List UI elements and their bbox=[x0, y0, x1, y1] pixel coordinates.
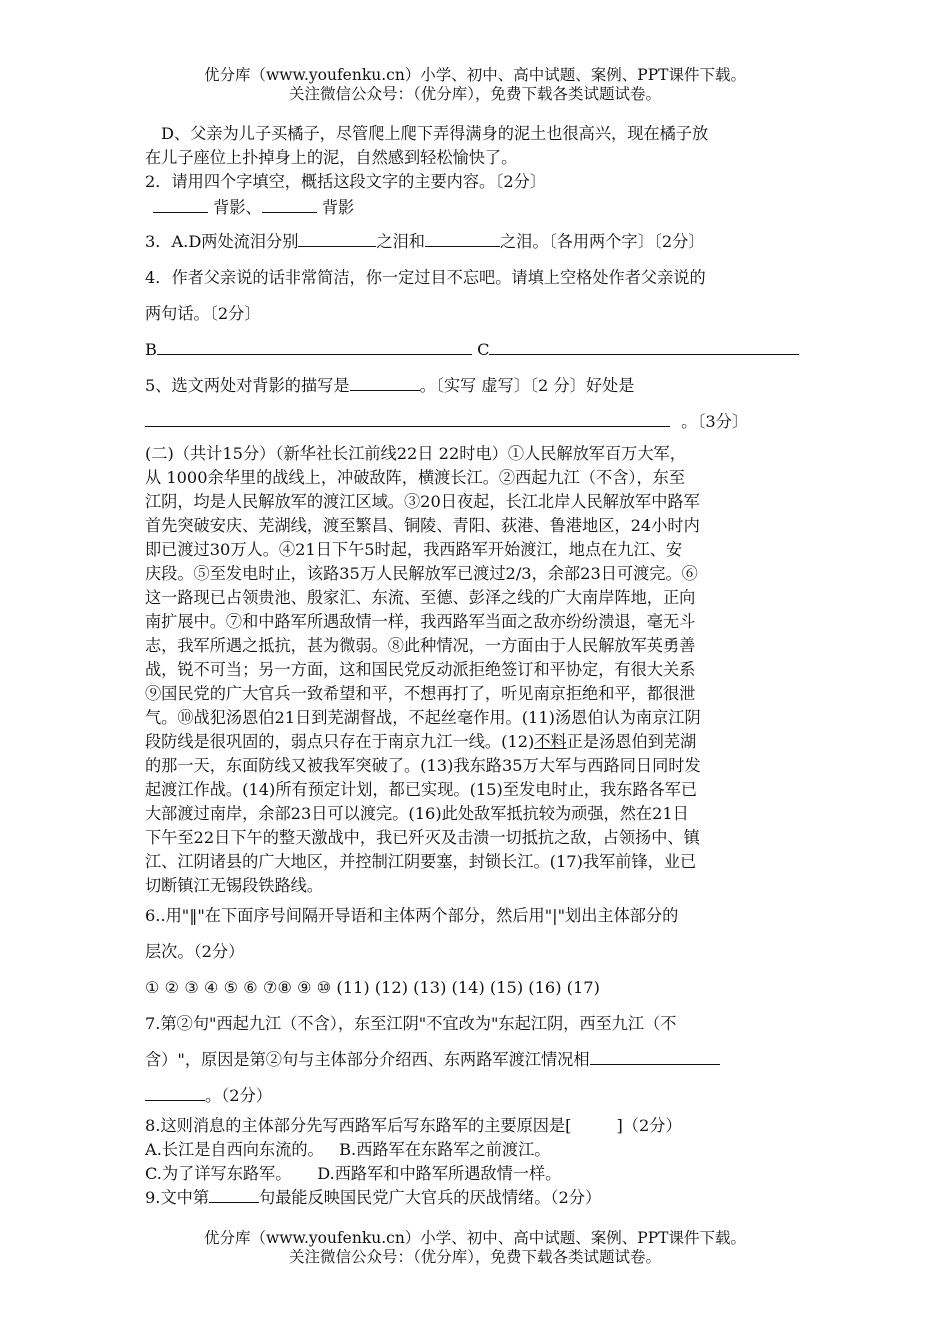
passage-line: 切断镇江无锡段铁路线。 bbox=[145, 876, 324, 895]
q7-line3 bbox=[145, 1078, 813, 1114]
passage-text: 段防线是很巩固的，弱点只存在于南京九江一线。(12) bbox=[145, 732, 535, 751]
q4-blank-b[interactable] bbox=[157, 339, 472, 355]
q7-text: 含）"，原因是第②句与主体部分介绍西、东两路军渡江情况相 bbox=[145, 1050, 590, 1069]
passage-line: 南扩展中。⑦和中路军所遇敌情一样，我西路军当面之敌亦纷纷溃退，毫无斗 bbox=[145, 612, 696, 631]
passage-line: 志，我军所遇之抵抗，甚为微弱。⑧此种情况，一方面由于人民解放军英勇善 bbox=[145, 636, 696, 655]
q4-line1: 4．作者父亲说的话非常简洁，你一定过目不忘吧。请填上空格处作者父亲说的 bbox=[145, 268, 706, 287]
q8-option-b: B.西路军在东路军之前渡江。 bbox=[339, 1140, 551, 1159]
q2-stem: 2．请用四个字填空，概括这段文字的主要内容。〔2分〕 bbox=[145, 172, 546, 191]
q3-line bbox=[145, 224, 813, 260]
header-line-2: 关注微信公众号：（优分库），免费下载各类试题试卷。 bbox=[288, 85, 661, 103]
q8-stem-b: ]（2分） bbox=[616, 1116, 682, 1135]
q5-line2 bbox=[145, 404, 813, 440]
q3-text-c: 之泪。〔各用两个字〕〔2分〕 bbox=[500, 232, 705, 251]
document-body bbox=[145, 122, 813, 1210]
passage-line: 起渡江作战。(14)所有预定计划，都已实现。(15)至发电时止，我东路各军已 bbox=[145, 780, 698, 799]
q7-line2 bbox=[145, 1042, 813, 1078]
footer-line-1: 优分库（www.youfenku.cn）小学、初中、高中试题、案例、PPT课件下载。 bbox=[203, 1229, 747, 1247]
q8-stem bbox=[145, 1114, 813, 1138]
q3-blank-1[interactable] bbox=[298, 231, 376, 247]
q4-blank-c[interactable] bbox=[489, 339, 799, 355]
q5-text-c: 。〔3分〕 bbox=[681, 412, 749, 431]
passage-line: ⑨国民党的广大官兵一致希望和平，不想再打了，听见南京拒绝和平，都很泄 bbox=[145, 684, 696, 703]
q9-line bbox=[145, 1186, 813, 1210]
q7-blank-1[interactable] bbox=[590, 1049, 720, 1065]
q2-word: 背影、 bbox=[213, 198, 262, 217]
q2-word-2: 背影 bbox=[321, 198, 355, 217]
q5-line1 bbox=[145, 368, 813, 404]
passage-line: 的那一天，东面防线又被我军突破了。(13)我东路35万大军与西路同日同时发 bbox=[145, 756, 701, 775]
q1-option-d-line1: D、父亲为儿子买橘子，尽管爬上爬下弄得满身的泥土也很高兴，现在橘子放 bbox=[161, 124, 709, 143]
q8-option-d: D.西路军和中路军所遇敌情一样。 bbox=[317, 1164, 562, 1183]
q5-blank-1[interactable] bbox=[350, 375, 420, 391]
footer-line-2: 关注微信公众号：（优分库），免费下载各类试题试卷。 bbox=[288, 1248, 661, 1266]
q1-option-d-line2: 在儿子座位上扑掉身上的泥，自然感到轻松愉快了。 bbox=[145, 148, 518, 167]
q5-blank-2[interactable] bbox=[145, 411, 670, 427]
passage-line: 江、江阴诸县的广大地区，并控制江阴要塞，封锁长江。(17)我军前锋，业已 bbox=[145, 852, 697, 871]
passage-line: 大部渡过南岸，余部23日可以渡完。(16)此处敌军抵抗较为顽强，然在21日 bbox=[145, 804, 689, 823]
q4-label-c: C bbox=[477, 340, 490, 359]
passage-line: 战，锐不可当；另一方面，这和国民党反动派拒绝签订和平协定，有很大关系 bbox=[145, 660, 696, 679]
news-passage bbox=[145, 442, 813, 898]
q6-numbers: ① ② ③ ④ ⑤ ⑥ ⑦⑧ ⑨ ⑩ (11) (12) (13) (14) (15) (16) (17) bbox=[145, 978, 600, 997]
underlined-word: 不料 bbox=[534, 732, 567, 751]
q8-option-a: A.长江是自西向东流的。 bbox=[145, 1140, 324, 1159]
passage-line: 首先突破安庆、芜湖线，渡至繁昌、铜陵、青阳、荻港、鲁港地区，24小时内 bbox=[145, 516, 700, 535]
q3-text-b: 之泪和 bbox=[376, 232, 425, 251]
q5-text-b: 。〔实写 虚写〕〔2 分〕好处是 bbox=[419, 376, 635, 395]
q7-line1: 7.第②句"西起九江（不含），东至江阴"不宜改为"东起江阴，西至九江（不 bbox=[145, 1014, 677, 1033]
passage-line: 从 1000余华里的战线上，冲破敌阵，横渡长江。②西起九江（不含），东至 bbox=[145, 468, 686, 487]
passage-text: 正是汤恩伯到芜湖 bbox=[566, 732, 697, 751]
q8-options-ab bbox=[145, 1138, 813, 1162]
passage-line: 即已渡过30万人。④21日下午5时起，我西路军开始渡江，地点在九江、安 bbox=[145, 540, 683, 559]
q8-options-cd bbox=[145, 1162, 813, 1186]
passage-line: 气。⑩战犯汤恩伯21日到芜湖督战，不起丝毫作用。(11)汤恩伯认为南京江阴 bbox=[145, 708, 701, 727]
q4-label-b: B bbox=[145, 340, 157, 359]
q5-text-a: 5、选文两处对背影的描写是 bbox=[145, 376, 350, 395]
q3-text-a: 3．A.D两处流泪分别 bbox=[145, 232, 299, 251]
q7-text-end: 。（2分） bbox=[205, 1086, 272, 1105]
q2-answer-line bbox=[145, 196, 813, 220]
q3-blank-2[interactable] bbox=[425, 231, 500, 247]
passage-line: 庆段。⑤至发电时止，该路35万人民解放军已渡过2/3，余部23日可渡完。⑥ bbox=[145, 564, 698, 583]
q2-blank-2[interactable] bbox=[262, 197, 317, 213]
passage-line: (二)（共计15分）（新华社长江前线22日 22时电）①人民解放军百万大军， bbox=[145, 444, 686, 463]
passage-line: 下午至22日下午的整天激战中，我已歼灭及击溃一切抵抗之敌，占领扬中、镇 bbox=[145, 828, 700, 847]
q9-text-b: 句最能反映国民党广大官兵的厌战情绪。（2分） bbox=[259, 1188, 602, 1207]
passage-line: 江阴，均是人民解放军的渡江区域。③20日夜起，长江北岸人民解放军中路军 bbox=[145, 492, 700, 511]
page-footer bbox=[0, 1229, 950, 1267]
passage-line: 这一路现已占领贵池、殷家汇、东流、至德、彭泽之线的广大南岸阵地，正向 bbox=[145, 588, 696, 607]
q4-line2: 两句话。〔2分〕 bbox=[145, 304, 261, 323]
passage-line bbox=[145, 730, 813, 754]
q9-blank[interactable] bbox=[209, 1187, 259, 1203]
header-line-1: 优分库（www.youfenku.cn）小学、初中、高中试题、案例、PPT课件下载。 bbox=[203, 66, 747, 84]
q7-blank-2[interactable] bbox=[145, 1085, 205, 1101]
q8-stem-a: 8.这则消息的主体部分先写西路军后写东路军的主要原因是[ bbox=[145, 1116, 572, 1135]
q8-option-c: C.为了详写东路军。 bbox=[145, 1164, 292, 1183]
page-header bbox=[0, 66, 950, 104]
q6-line2: 层次。（2分） bbox=[145, 942, 245, 961]
q4-answer-line bbox=[145, 332, 813, 368]
q9-text-a: 9.文中第 bbox=[145, 1188, 210, 1207]
q2-blank-1[interactable] bbox=[153, 197, 208, 213]
q6-line1: 6..用"‖"在下面序号间隔开导语和主体两个部分，然后用"|"划出主体部分的 bbox=[145, 906, 679, 925]
